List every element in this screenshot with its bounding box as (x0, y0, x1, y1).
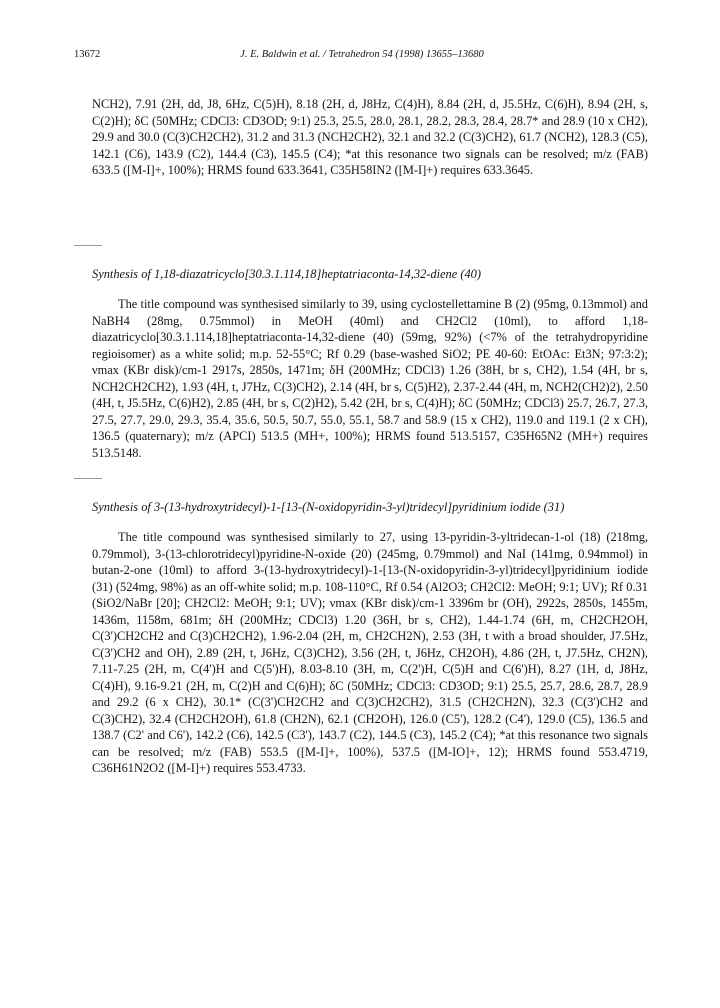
section-rule (74, 478, 102, 479)
page-number: 13672 (74, 49, 101, 60)
section-heading-compound-31: Synthesis of 3-(13-hydroxytridecyl)-1-[13-(N-oxidopyridin-3-yl)tridecyl]pyridinium iodide (31) (92, 500, 565, 514)
section-heading-compound-40: Synthesis of 1,18-diazatricyclo[30.3.1.114,18]heptatriaconta-14,32-diene (40) (92, 267, 481, 281)
paragraph-compound-40: The title compound was synthesised similarly to 39, using cyclostellettamine B (2) (95mg, 0.13mmol) and NaBH4 (28mg, 0.75mmol) in MeOH (40ml) and CH2Cl2 (10ml), to afford 1,18-diazatricyclo[30.3.1.114,18]heptatriaconta-14,32-diene (40) (59mg, 92%) (<7% of the tetrahydropyridine regioisomer) as a white solid; m.p. 52-55°C; Rf 0.29 (base-washed SiO2; PE 40-60: EtOAc: Et3N; 97:3:2); νmax (KBr disk)/cm-1 2917s, 2850s, 1471m; δH (200MHz; CDCl3) 1.26 (38H, br s, CH2), 1.54 (4H, br s, NCH2CH2CH2), 1.93 (4H, t, J7Hz, C(3)CH2), 2.14 (4H, br s, C(5)H2), 2.37-2.44 (4H, m, NCH2(CH2)2), 2.50 (4H, t, J5.5Hz, C(6)H2), 2.85 (4H, br s, C(2)H2), 5.42 (2H, br s, C(4)H); δC (50MHz; CDCl3) 25.7, 26.7, 27.3, 27.5, 27.7, 29.0, 29.3, 35.4, 35.6, 50.5, 50.7, 55.0, 55.1, 58.7 and 58.9 (15 x CH2), 119.0 and 119.1 (2 x CH), 136.5 (quaternary); m/z (APCI) 513.5 (MH+, 100%); HRMS found 513.5157, C35H65N2 (MH+) requires 513.5148. (92, 297, 648, 460)
section-rule (74, 245, 102, 246)
paragraph-compound-31: The title compound was synthesised similarly to 27, using 13-pyridin-3-yltridecan-1-ol (18) (218mg, 0.79mmol), 3-(13-chlorotridecyl)pyridine-N-oxide (20) (245mg, 0.79mmol) and NaI (141mg, 0.94mmol) in butan-2-one (10ml) to afford 3-(13-hydroxytridecyl)-1-[13-(N-oxidopyridin-3-yl)tridecyl]pyridinium iodide (31) (524mg, 98%) as an off-white solid; m.p. 108-110°C, Rf 0.54 (Al2O3; CH2Cl2: MeOH; 9:1; UV); Rf 0.31 (SiO2/NaBr [20]; CH2Cl2: MeOH; 9:1; UV); νmax (KBr disk)/cm-1 3396m br (OH), 2922s, 2850s, 1455m, 1436m, 1158m, 681m; δH (200MHz; CDCl3) 1.20 (36H, br s, CH2), 1.44-1.74 (6H, m, CH2CH2OH, C(3')CH2CH2 and C(3)CH2CH2), 1.96-2.04 (2H, m, CH2CH2N), 2.53 (3H, t with a broad shoulder, J7.5Hz, C(3')CH2 and OH), 2.89 (2H, t, J6Hz, C(3)CH2), 3.56 (2H, t, J6Hz, CH2OH), 4.86 (2H, t, J7.5Hz, CH2N), 7.11-7.25 (2H, m, C(4')H and C(5')H), 8.03-8.10 (3H, m, C(2')H, C(5)H and C(6')H), 8.27 (1H, d, J8Hz, C(4)H), 9.16-9.21 (2H, m, C(2)H and C(6)H); δC (50MHz; CDCl3: CD3OD; 9:1) 25.5, 25.7, 28.6, 28.7, 28.9 and 29.2 (6 x CH2), 30.1* (C(3')CH2CH2 and C(3)CH2CH2), 31.5 (CH2CH2N), 32.3 (C(3')CH2 and C(3)CH2), 32.4 (CH2CH2OH), 61.8 (CH2N), 62.1 (CH2OH), 126.0 (C5'), 128.2 (C4'), 129.0 (C5), 136.5 and 138.7 (C2' and C6'), 142.2 (C6), 142.5 (C3'), 143.7 (C2), 144.5 (C3), 145.2 (C4); *at this resonance two signals can be resolved; m/z (FAB) 553.5 ([M-I]+, 100%), 537.5 ([M-IO]+, 12); HRMS found 553.4719, C36H61N2O2 ([M-I]+) requires 553.4733. (92, 530, 648, 775)
running-head: J. E. Baldwin et al. / Tetrahedron 54 (1998) 13655–13680 (240, 49, 484, 60)
continued-paragraph: NCH2), 7.91 (2H, dd, J8, 6Hz, C(5)H), 8.18 (2H, d, J8Hz, C(4)H), 8.84 (2H, d, J5.5Hz, C(6)H), 8.94 (2H, s, C(2)H); δC (50MHz; CDCl3: CD3OD; 9:1) 25.3, 25.5, 28.0, 28.1, 28.2, 28.3, 28.4, 28.7* and 28.9 (10 x CH2), 29.9 and 30.0 (C(3)CH2CH2), 31.2 and 31.3 (NCH2CH2), 32.1 and 32.2 (C(3)CH2), 61.7 (NCH2), 128.3 (C5), 142.1 (C6), 143.9 (C2), 144.4 (C3), 145.5 (C4); *at this resonance two signals can be resolved; m/z (FAB) 633.5 ([M-I]+, 100%); HRMS found 633.3641, C35H58IN2 ([M-I]+) requires 633.3645. (92, 97, 648, 177)
